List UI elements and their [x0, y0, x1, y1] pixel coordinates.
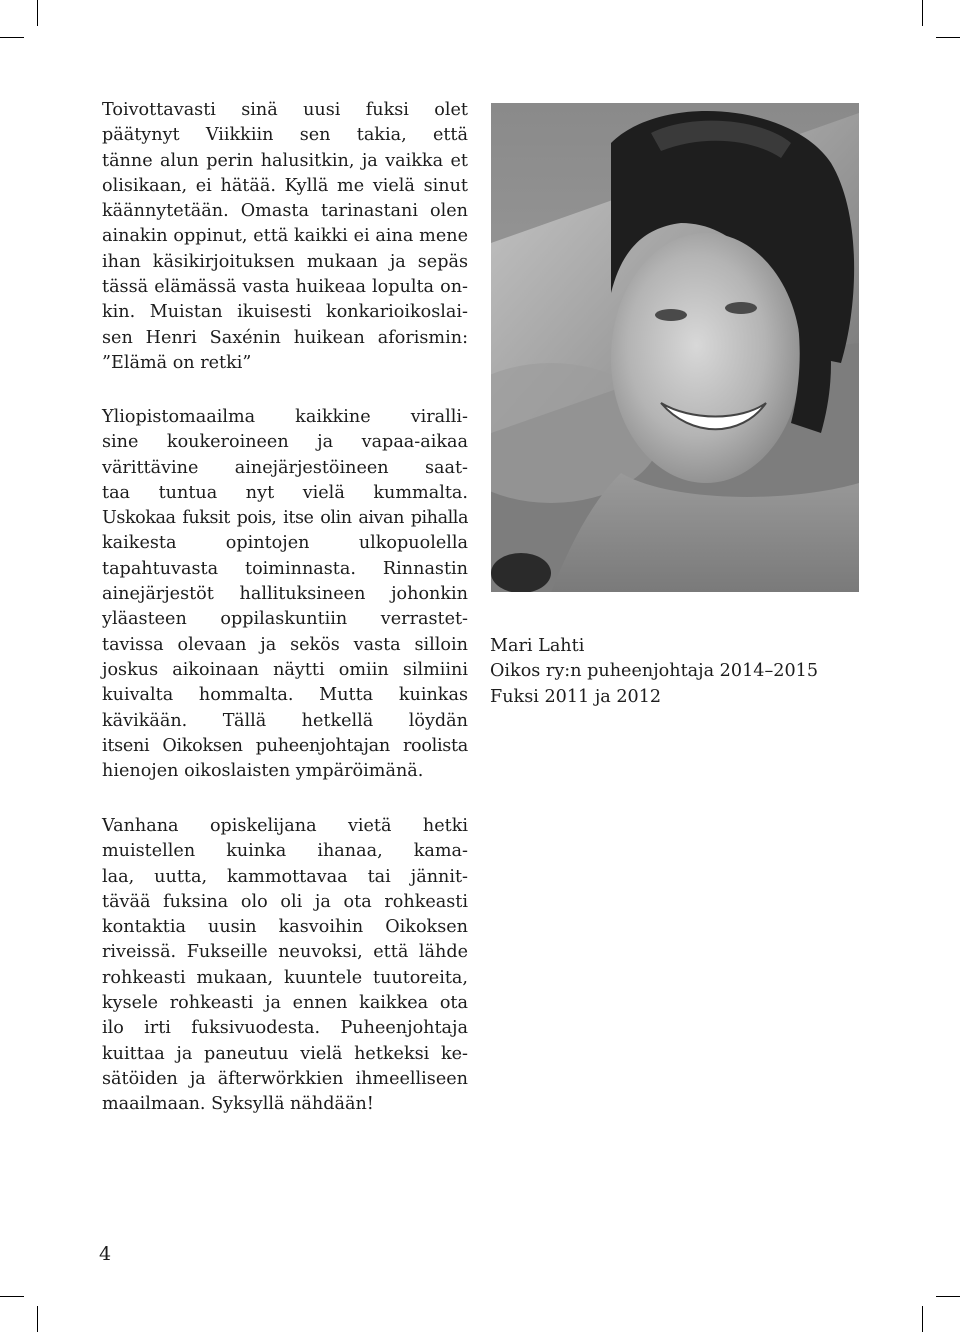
text-line: ainejärjestöt hallituksineen johonkin [102, 584, 468, 605]
text-line: yläasteen oppilaskuntiin verrastet- [102, 609, 468, 630]
text-line: sätöiden ja äfterwörkkien ihmeelliseen [102, 1068, 468, 1089]
caption-name: Mari Lahti [490, 636, 585, 656]
text-line: kaikesta opintojen ulkopuolella [102, 533, 468, 554]
crop-mark-top-right-v [922, 0, 923, 26]
crop-mark-bottom-right-v [922, 1306, 923, 1332]
caption-role: Oikos ry:n puheenjohtaja 2014–2015 [490, 661, 819, 682]
crop-mark-bottom-right-h [936, 1296, 960, 1297]
text-line: kävikään. Tällä hetkellä löydän [102, 710, 468, 731]
text-line: itseni Oikoksen puheenjohtajan roolista [102, 735, 468, 756]
text-line: kysele rohkeasti ja ennen kaikkea ota [102, 993, 468, 1014]
paragraph-1 [102, 98, 468, 376]
text-line: kuittaa ja paneutuu vielä hetkeksi ke- [102, 1043, 468, 1064]
text-line: taa tuntua nyt vielä kummalta. [102, 482, 468, 503]
text-line: sine koukeroineen ja vapaa-aikaa [102, 432, 468, 453]
text-line: päätynyt Viikkiin sen takia, että [102, 125, 468, 146]
text-line: kuivalta hommalta. Mutta kuinkas [102, 685, 468, 706]
text-line: käännytetään. Omasta tarinastani olen [102, 201, 468, 222]
page-number: 4 [99, 1243, 112, 1265]
crop-mark-top-right-h [936, 37, 960, 38]
text-line: tässä elämässä vasta huikeaa lopulta on- [102, 277, 468, 298]
text-line: maailmaan. Syksyllä nähdään! [102, 1094, 374, 1115]
text-line: olisikaan, ei hätää. Kyllä me vielä sinut [102, 175, 468, 196]
text-line: muistellen kuinka ihanaa, kama- [102, 841, 468, 862]
text-line: ”Elämä on retki” [102, 352, 252, 373]
text-line: ihan käsikirjoituksen mukaan ja sepäs [102, 251, 468, 272]
text-line: tävää fuksina olo oli ja ota rohkeasti [102, 891, 468, 912]
portrait-photo [491, 103, 859, 592]
text-line: kin. Muistan ikuisesti konkarioikoslai- [102, 302, 468, 323]
paragraph-1-body [102, 98, 468, 376]
crop-mark-bottom-left-h [0, 1296, 24, 1297]
text-line: sen Henri Saxénin huikean aforismin: [102, 327, 468, 348]
text-line: Uskokaa fuksit pois, itse olin aivan pihalla [102, 508, 468, 529]
text-line: riveissä. Fukseille neuvoksi, että lähde [102, 942, 468, 963]
text-line: Vanhana opiskelijana vietä hetki [102, 816, 468, 836]
paragraph-2 [102, 405, 468, 784]
text-line: kontaktia uusin kasvoihin Oikoksen [102, 917, 468, 938]
crop-mark-bottom-left-v [37, 1306, 38, 1332]
text-line: Toivottavasti sinä uusi fuksi olet [102, 100, 468, 120]
text-line: tavissa olevaan ja sekös vasta silloin [102, 634, 468, 655]
text-line: laa, uutta, kammottavaa tai jännit- [102, 866, 468, 887]
text-line: rohkeasti mukaan, kuuntele tuutoreita, [102, 967, 468, 988]
text-line: tapahtuvasta toiminnasta. Rinnastin [102, 558, 468, 579]
text-line: Yliopistomaailma kaikkine viralli- [102, 407, 468, 427]
text-line: ilo irti fuksivuodesta. Puheenjohtaja [102, 1018, 468, 1039]
photo-caption [490, 634, 910, 710]
crop-mark-top-left-h [0, 37, 24, 38]
text-line: tänne alun perin halusitkin, ja vaikka et [102, 150, 468, 171]
caption-fuksi: Fuksi 2011 ja 2012 [490, 686, 662, 707]
text-line: ainakin oppinut, että kaikki ei aina mene [102, 226, 468, 247]
paragraph-2-body [102, 405, 468, 784]
paragraph-3-body [102, 814, 468, 1118]
text-line: värittävine ainejärjestöineen saat- [102, 457, 468, 478]
text-line: hienojen oikoslaisten ympäröimänä. [102, 761, 424, 782]
paragraph-3 [102, 814, 468, 1118]
crop-mark-top-left-v [37, 0, 38, 26]
text-line: joskus aikoinaan näytti omiin silmiini [102, 659, 468, 680]
